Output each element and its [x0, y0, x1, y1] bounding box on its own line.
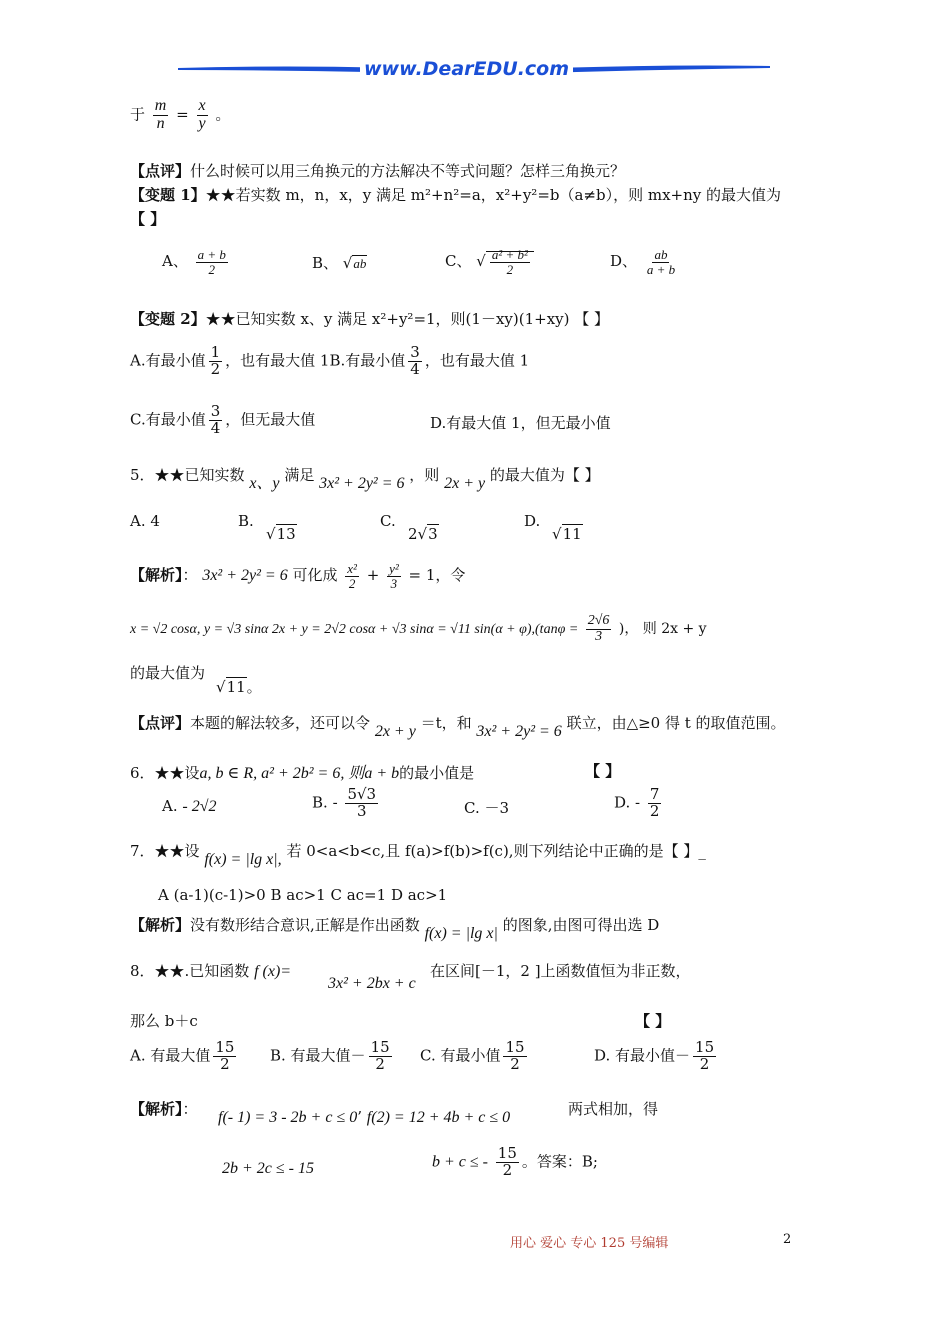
solution-5-line-2: x = √2 cosα, y = √3 sinα 2x + y = 2√2 cosα + √3 sinα = √11 sin(α + φ),(tanφ = $\frac{2√6}{3}$ )， 则 2x + y [130, 613, 707, 644]
question-7-options: A (a-1)(c-1)>0 B ac>1 C ac=1 D ac>1 [158, 886, 448, 904]
solution-5-line-1: 【解析】： 3x² + 2y² = 6 可化成 $\frac{\text{x²}}{2}$ + $\frac{\text{y²}}{3}$ = 1，令 [130, 561, 466, 591]
footer-note: 用心 爱心 专心 125 号编辑 [510, 1236, 669, 1251]
solution-8-equations: f(- 1) = 3 - 2b + c ≤ 0’ f(2) = 12 + 4b + c ≤ 0 [218, 1108, 511, 1126]
question-5-option-b: B. [238, 512, 254, 530]
question-8-option-b: B. 有最大值－ $\frac{15}{2}$ [270, 1038, 390, 1073]
question-8-stem: 8．★★.已知函数 f (x)= [130, 962, 292, 980]
question-5-option-a: A. 4 [130, 512, 160, 530]
solution-8-result: b + c ≤ - $\frac{15}{2}$ 。答案：B; [432, 1144, 598, 1179]
question-8-stem-2: 在区间[－1，2 ]上函数值恒为非正数， [430, 962, 691, 980]
question-6-option-a: A. - 2√2 [162, 797, 217, 815]
question-6-option-b: B. - $\frac{5√3}{3}$ [312, 785, 377, 820]
question-6-option-d: D. - $\frac{7}{2}$ [614, 785, 660, 820]
question-5-option-d: D. [524, 512, 541, 530]
question-5-option-c: C. [380, 512, 396, 530]
site-url[interactable]: www.DearEDU.com [360, 58, 573, 80]
question-8-function-expression: 3x² + 2bx + c [328, 975, 416, 992]
variant-2-option-c: C.有最小值 $\frac{3}{4}$ ，但无最大值 [130, 402, 316, 437]
variant-1-option-d: D、 $\frac{ab}{a + b}$ [610, 247, 676, 277]
question-8-option-c: C. 有最小值 $\frac{15}{2}$ [420, 1038, 525, 1073]
solution-7: 【解析】没有数形结合意识,正解是作出函数 f(x) = |lg x| 的图象,由图可得出选 D [130, 916, 660, 942]
comment-5: 【点评】本题的解法较多，还可以令 2x + y ＝t，和 3x² + 2y² = 6 联立，由△≥0 得 t 的取值范围。 [130, 714, 786, 740]
question-8-option-d: D. 有最小值－ $\frac{15}{2}$ [594, 1038, 715, 1073]
question-6-bracket: 【 】 [585, 762, 621, 780]
question-8-line-2: 那么 b＋c [130, 1012, 198, 1030]
variant-2-options-ab: A.有最小值 $\frac{1}{2}$ ，也有最大值 1B.有最小值 $\frac{3}{4}$ ，也有最大值 1 [130, 343, 530, 378]
question-7-stem: 7．★★设 f(x) = |lg x|, 若 0<a<b<c,且 f(a)>f(b)>f(c),则下列结论中正确的是【 】_ [130, 842, 706, 868]
variant-1-bracket: 【 】 [130, 210, 166, 228]
question-5-option-d-value: √11 [552, 525, 582, 543]
question-6-stem: 6．★★设a, b ∈ R, a² + 2b² = 6, 则a + b的最小值是 [130, 764, 475, 782]
question-8-bracket: 【 】 [635, 1012, 671, 1030]
solution-8-label: 【解析】： [130, 1100, 198, 1118]
variant-1-stem: 【变题 1】★★若实数 m，n，x，y 满足 m²+n²=a，x²+y²=b（a≠b），则 mx+ny 的最大值为 [130, 186, 782, 204]
variant-1-option-b: B、 √ab [312, 254, 367, 272]
intro-line: 于 $\frac{m}{n}$ = $\frac{x}{y}$ 。 [130, 97, 231, 132]
question-5-option-c-value: 2√3 [408, 525, 438, 543]
question-8-option-a: A. 有最大值 $\frac{15}{2}$ [130, 1038, 235, 1073]
comment-1: 【点评】什么时候可以用三角换元的方法解决不等式问题？怎样三角换元？ [130, 162, 626, 180]
variant-1-option-a: A、 $\frac{a + b}{2}$ [162, 247, 226, 277]
solution-8-sum: 2b + 2c ≤ - 15 [222, 1160, 315, 1177]
page-number: 2 [783, 1232, 792, 1247]
question-6-option-c: C. －3 [464, 799, 510, 817]
question-5-stem: 5．★★已知实数 x、y 满足 3x² + 2y² = 6 ，则 2x + y 的最大值为【 】 [130, 466, 600, 492]
solution-5-answer: √11。 [216, 678, 262, 696]
solution-5-line-3: 的最大值为 [130, 664, 206, 682]
variant-2-option-d: D.有最大值 1，但无最小值 [430, 414, 611, 432]
question-5-option-b-value: √13 [266, 525, 296, 543]
solution-8-text: 两式相加，得 [568, 1100, 659, 1118]
variant-2-stem: 【变题 2】★★已知实数 x、y 满足 x²+y²=1，则(1－xy)(1+xy) 【 】 [130, 310, 610, 328]
variant-1-option-c: C、 √ $\frac{\text{a² + b²}}{2}$ [445, 248, 534, 276]
